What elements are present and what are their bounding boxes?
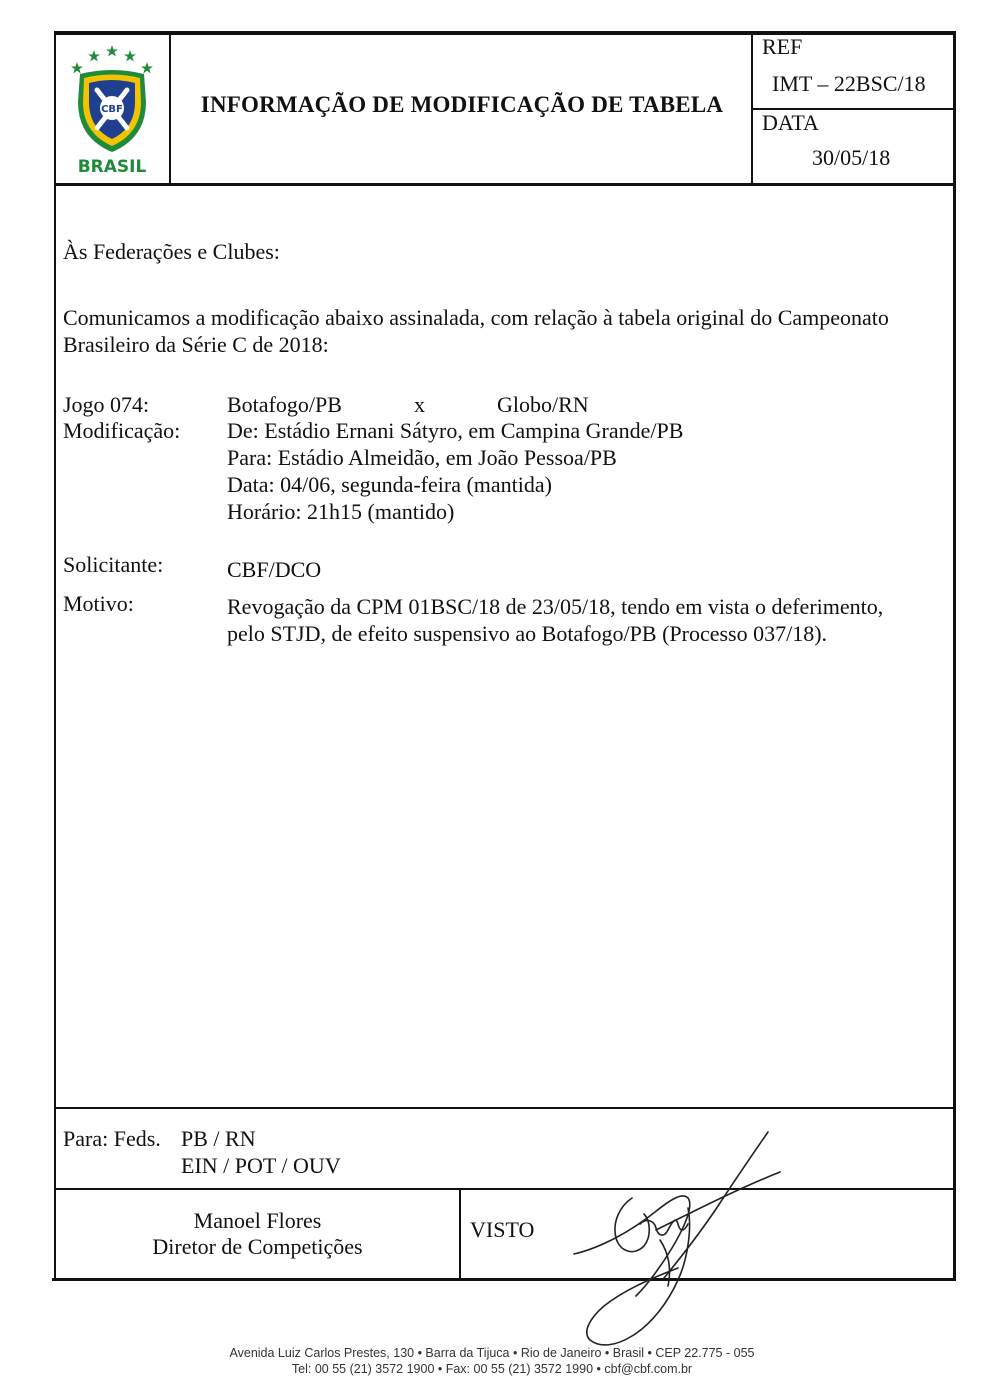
frame-top-border [54, 31, 956, 35]
distribution-label: Para: Feds. [63, 1126, 161, 1151]
requester-label: Solicitante: [63, 552, 164, 577]
handwritten-signature [560, 1128, 790, 1352]
frame-bottom-border [52, 1278, 956, 1281]
ref-value: IMT – 22BSC/18 [772, 71, 926, 96]
footer-address: Avenida Luiz Carlos Prestes, 130 • Barra da Tijuca • Rio de Janeiro • Brasil • CEP 22.775 - 055 [229, 1346, 755, 1360]
visto-label: VISTO [470, 1217, 535, 1242]
reason-line-1: Revogação da CPM 01BSC/18 de 23/05/18, tendo em vista o deferimento, [227, 594, 884, 619]
signer-name: Manoel Flores [193, 1208, 322, 1233]
cbf-logo [64, 40, 160, 180]
reason-label: Motivo: [63, 591, 134, 616]
header-divider-logo [169, 33, 171, 185]
home-team: Botafogo/PB [227, 392, 342, 417]
distribution-line-2: EIN / POT / OUV [181, 1153, 341, 1178]
modification-from: De: Estádio Ernani Sátyro, em Campina Grande/PB [227, 418, 684, 443]
versus-label: x [414, 392, 425, 417]
reason-line-2: pelo STJD, de efeito suspensivo ao Botafogo/PB (Processo 037/18). [227, 621, 828, 646]
svg-text:CBF: CBF [101, 104, 123, 115]
cbf-crest-icon [64, 40, 160, 180]
footer-contact: Tel: 00 55 (21) 3572 1900 • Fax: 00 55 (21) 3572 1990 • cbf@cbf.com.br [291, 1362, 693, 1376]
intro-line-1: Comunicamos a modificação abaixo assinalada, com relação à tabela original do Campeonato [63, 305, 889, 330]
date-value: 30/05/18 [812, 145, 891, 170]
frame-left-border [54, 31, 56, 1281]
signature-divider [459, 1189, 461, 1279]
ref-label: REF [762, 34, 803, 59]
intro-line-2: Brasileiro da Série C de 2018: [63, 332, 329, 357]
away-team: Globo/RN [497, 392, 589, 417]
signer-role: Diretor de Competições [152, 1234, 363, 1259]
modification-label: Modificação: [63, 418, 181, 443]
header-bottom-border [54, 183, 955, 186]
document-title: INFORMAÇÃO DE MODIFICAÇÃO DE TABELA [200, 92, 724, 117]
svg-text:BRASIL: BRASIL [77, 157, 147, 177]
frame-right-border [953, 31, 956, 1281]
date-label: DATA [762, 110, 819, 135]
signature-top-border [54, 1188, 955, 1190]
distribution-line-1: PB / RN [181, 1126, 256, 1151]
modification-to: Para: Estádio Almeidão, em João Pessoa/PB [227, 445, 617, 470]
modification-date: Data: 04/06, segunda-feira (mantida) [227, 472, 552, 497]
modification-time: Horário: 21h15 (mantido) [227, 499, 455, 524]
greeting: Às Federações e Clubes: [63, 239, 280, 264]
game-label: Jogo 074: [63, 392, 150, 417]
distribution-top-border [54, 1107, 955, 1109]
requester-value: CBF/DCO [227, 557, 322, 582]
